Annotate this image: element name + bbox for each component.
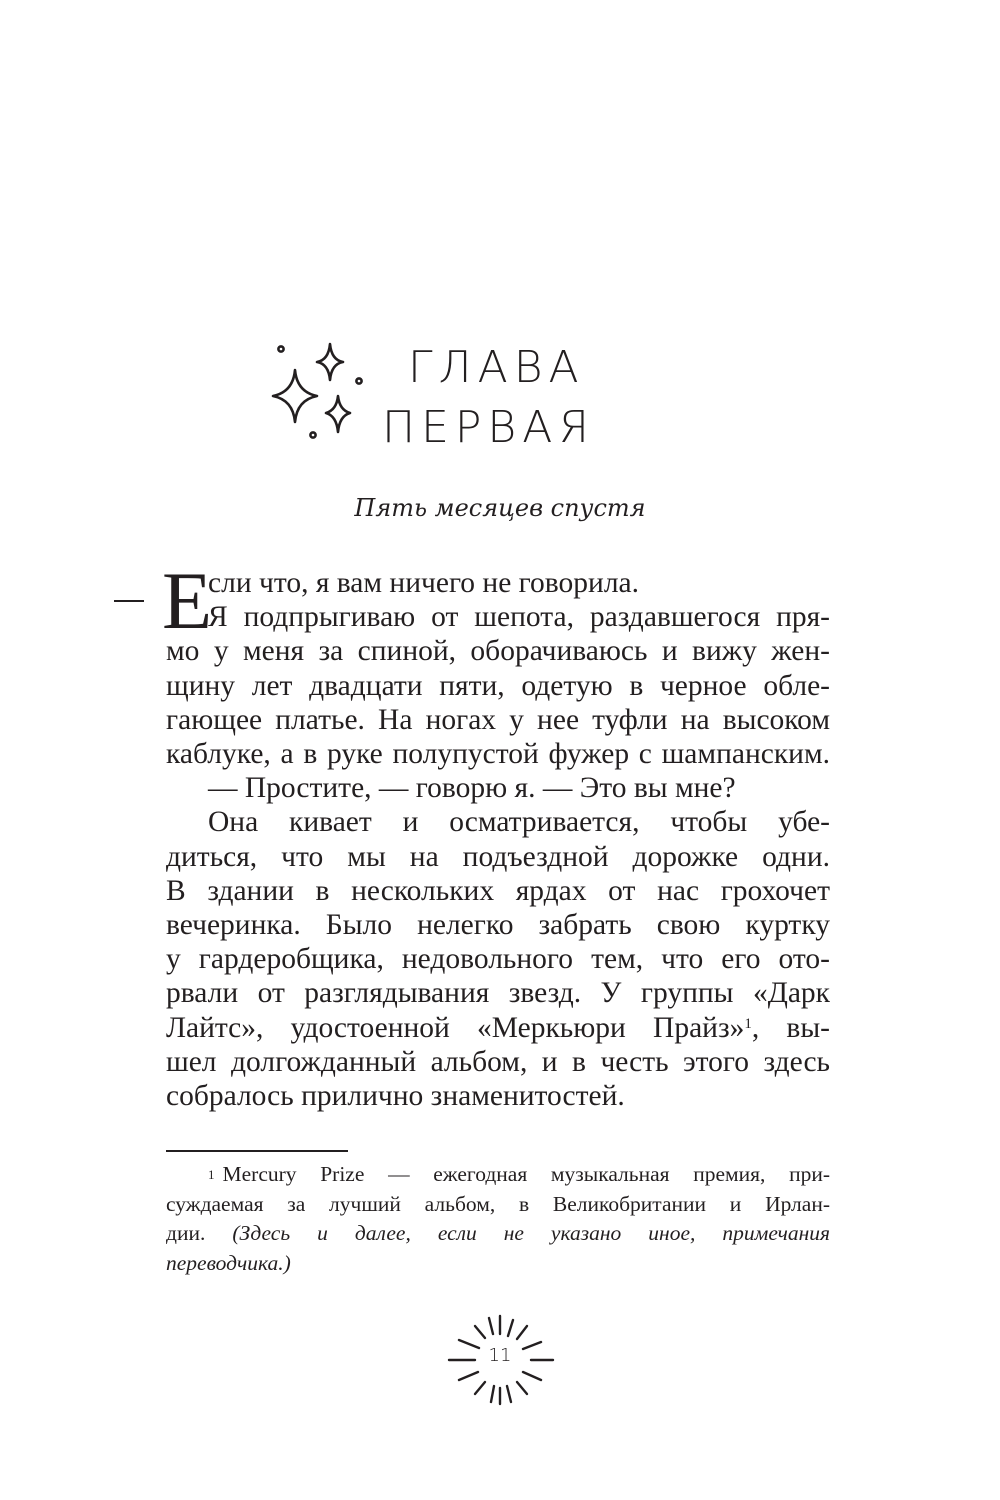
paragraph-line: шел долгожданный альбом, и в честь этого здесь <box>166 1045 830 1078</box>
footnote-text: Mercury Prize — ежегодная музыкальная премия, при- <box>222 1162 830 1186</box>
chapter-subtitle: Пять месяцев спустя <box>354 494 646 522</box>
footnote-line: суждаемая за лучший альбом, в Великобритании и Ирлан- <box>166 1191 830 1216</box>
paragraph-line: каблуке, а в руке полупустой фужер с шампанским. <box>166 738 830 771</box>
paragraph-line: щину лет двадцати пяти, одетую в черное обле- <box>166 669 830 702</box>
footnote-line <box>166 1249 830 1279</box>
sparkle-stars-icon <box>262 336 372 446</box>
footnote-line <box>166 1219 830 1249</box>
paragraph-line <box>166 1011 830 1045</box>
footnote <box>166 1160 830 1278</box>
page-number: 11 <box>488 1345 512 1366</box>
text-segment: , вы- <box>751 1011 830 1044</box>
paragraph-line: В здании в нескольких ярдах от нас грохочет <box>166 874 830 907</box>
paragraph-line: у гардеробщика, недовольного тем, что его ото- <box>166 943 830 976</box>
paragraph <box>166 805 830 1113</box>
dialogue-dash <box>114 600 144 602</box>
svg-text:Е: Е <box>162 555 213 646</box>
footnote-italic-text: переводчика.) <box>166 1250 291 1275</box>
paragraph-line: диться, что мы на подъездной дорожке одни. <box>166 840 830 873</box>
text-segment: Лайтс», удостоенной «Меркьюри Прайз» <box>166 1011 745 1044</box>
footnote-line <box>166 1160 830 1190</box>
dropcap-letter <box>162 555 213 646</box>
paragraph-line: Я подпрыгиваю от шепота, раздавшегося пря- <box>208 601 830 634</box>
paragraph-line: рвали от разглядывания звезд. У группы «Дарк <box>166 977 830 1010</box>
chapter-title-line1: ГЛАВА <box>408 342 585 393</box>
footnote-divider <box>166 1150 348 1152</box>
paragraph-line: вечеринка. Было нелегко забрать свою куртку <box>166 909 830 942</box>
paragraph <box>166 600 830 771</box>
paragraph-line: гающее платье. На ногах у нее туфли на высоком <box>166 703 830 736</box>
footnote-text: дии. <box>166 1221 233 1245</box>
paragraph-line: Она кивает и осматривается, чтобы убе- <box>208 806 830 839</box>
footnote-reference[interactable]: 1 <box>744 1015 752 1032</box>
paragraph-line: собралось прилично знаменитостей. <box>166 1080 625 1113</box>
paragraph-line: мо у меня за спиной, оборачиваюсь и вижу жен- <box>166 635 830 668</box>
paragraph: — Простите, — говорю я. — Это вы мне? <box>208 772 736 805</box>
body-text <box>162 555 830 1113</box>
paragraph-line: сли что, я вам ничего не говорила. <box>208 567 640 599</box>
footnote-italic-text: (Здесь и далее, если не указано иное, примечания <box>232 1221 830 1245</box>
chapter-title-line2: ПЕРВАЯ <box>382 402 595 453</box>
chapter-title <box>382 338 622 458</box>
footnote-marker: 1 <box>208 1167 215 1182</box>
